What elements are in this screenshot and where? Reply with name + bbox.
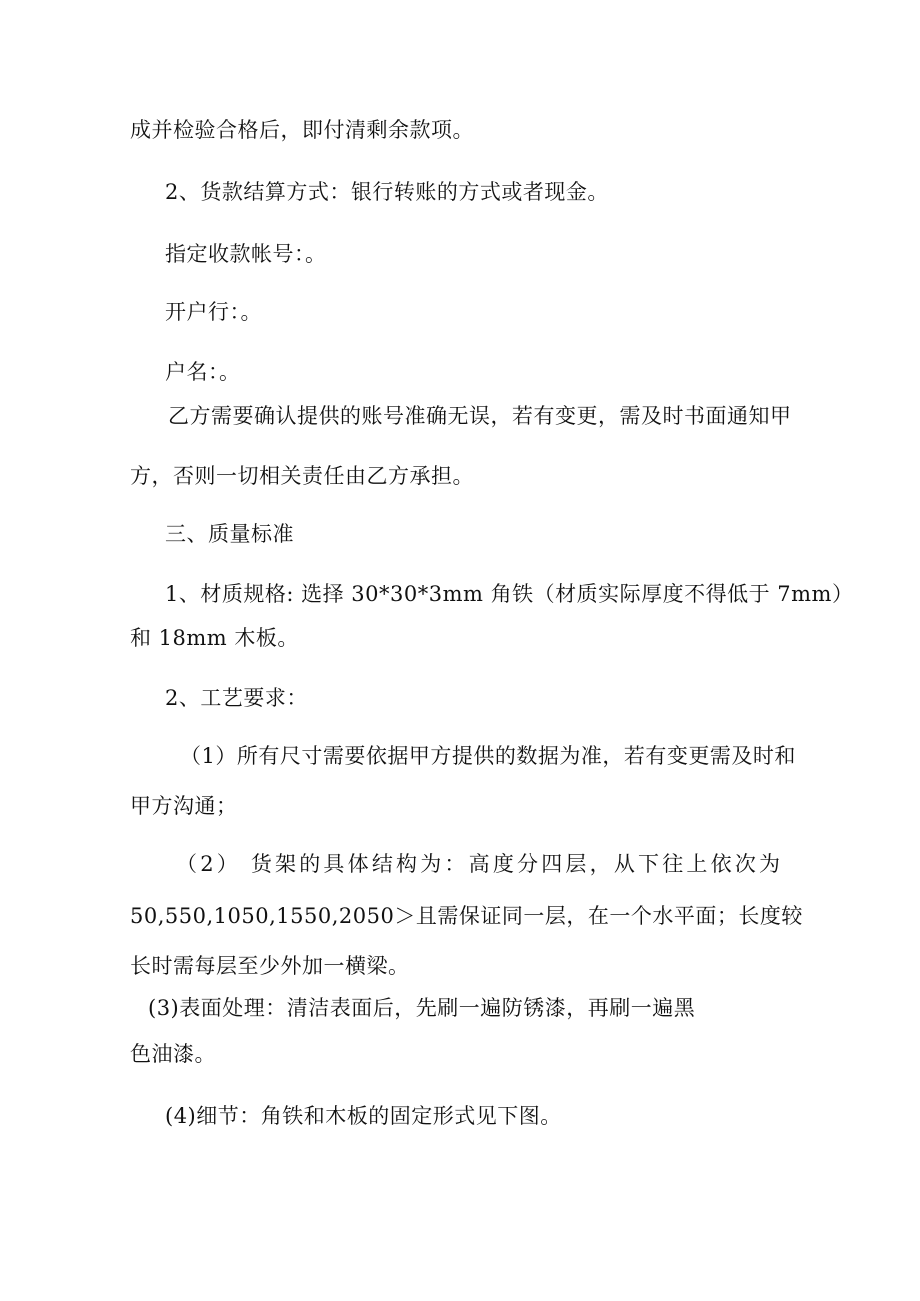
paragraph-line: 2、货款结算方式：银行转账的方式或者现金。 [165,180,609,204]
paragraph-line: 甲方沟通； [130,794,238,818]
paragraph-line: 色油漆。 [130,1042,216,1066]
paragraph-line: 乙方需要确认提供的账号准确无误，若有变更，需及时书面通知甲 [168,404,792,428]
paragraph-line: 开户行：。 [165,300,262,324]
paragraph-line: （2） 货架的具体结构为：高度分四层，从下往上依次为 [176,852,784,876]
paragraph-line: 长时需每层至少外加一横梁。 [130,954,410,978]
paragraph-line: 方，否则一切相关责任由乙方承担。 [130,464,474,488]
paragraph-line: 户名：。 [165,360,241,384]
section-heading: 三、质量标准 [165,522,294,546]
paragraph-line: 成并检验合格后，即付清剩余款项。 [130,118,474,142]
paragraph-line: 指定收款帐号：。 [165,242,327,266]
paragraph-line: 1、材质规格: 选择 30*30*3mm 角铁（材质实际厚度不得低于 7mm） [165,582,854,606]
paragraph-line: 和 18mm 木板。 [130,626,299,650]
paragraph-line: 2、工艺要求： [165,686,308,710]
paragraph-line: 50,550,1050,1550,2050＞且需保证同一层，在一个水平面；长度较 [130,904,803,928]
paragraph-line: (3)表面处理：清洁表面后，先刷一遍防锈漆，再刷一遍黑 [148,996,696,1020]
paragraph-line: （1）所有尺寸需要依据甲方提供的数据为准，若有变更需及时和 [180,744,796,768]
paragraph-line: (4)细节：角铁和木板的固定形式见下图。 [165,1104,562,1128]
